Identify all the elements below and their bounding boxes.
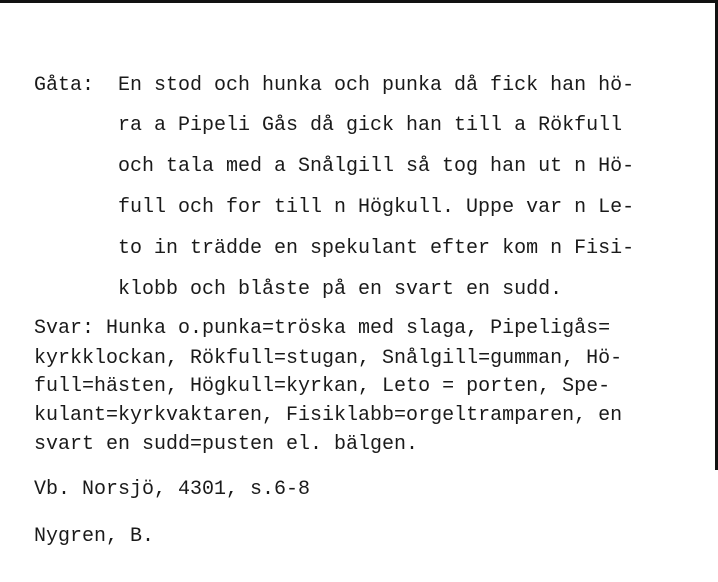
- riddle-line-2: ra a Pipeli Gås då gick han till a Rökfull: [118, 114, 623, 137]
- collector-name: Nygren, B.: [34, 525, 155, 548]
- riddle-line-3: och tala med a Snålgill så tog han ut n Hö-: [118, 155, 635, 178]
- riddle-label: Gåta:: [34, 74, 95, 97]
- riddle-line-1: En stod och hunka och punka då fick han hö-: [118, 74, 635, 97]
- card-top-border: [0, 0, 718, 3]
- answer-line-4: kulant=kyrkvaktaren, Fisiklabb=orgeltramparen, en: [34, 404, 623, 427]
- riddle-line-4: full och for till n Högkull. Uppe var n Le-: [118, 196, 635, 219]
- answer-line-3: full=hästen, Högkull=kyrkan, Leto = porten, Spe-: [34, 375, 611, 398]
- source-reference: Vb. Norsjö, 4301, s.6-8: [34, 478, 311, 501]
- answer-line-2: kyrkklockan, Rökfull=stugan, Snålgill=gumman, Hö-: [34, 347, 623, 370]
- riddle-line-6: klobb och blåste på en svart en sudd.: [118, 278, 563, 301]
- answer-line-5: svart en sudd=pusten el. bälgen.: [34, 433, 419, 456]
- answer-line-1: Svar: Hunka o.punka=tröska med slaga, Pipeligås=: [34, 317, 611, 340]
- riddle-line-5: to in trädde en spekulant efter kom n Fisi-: [118, 237, 635, 260]
